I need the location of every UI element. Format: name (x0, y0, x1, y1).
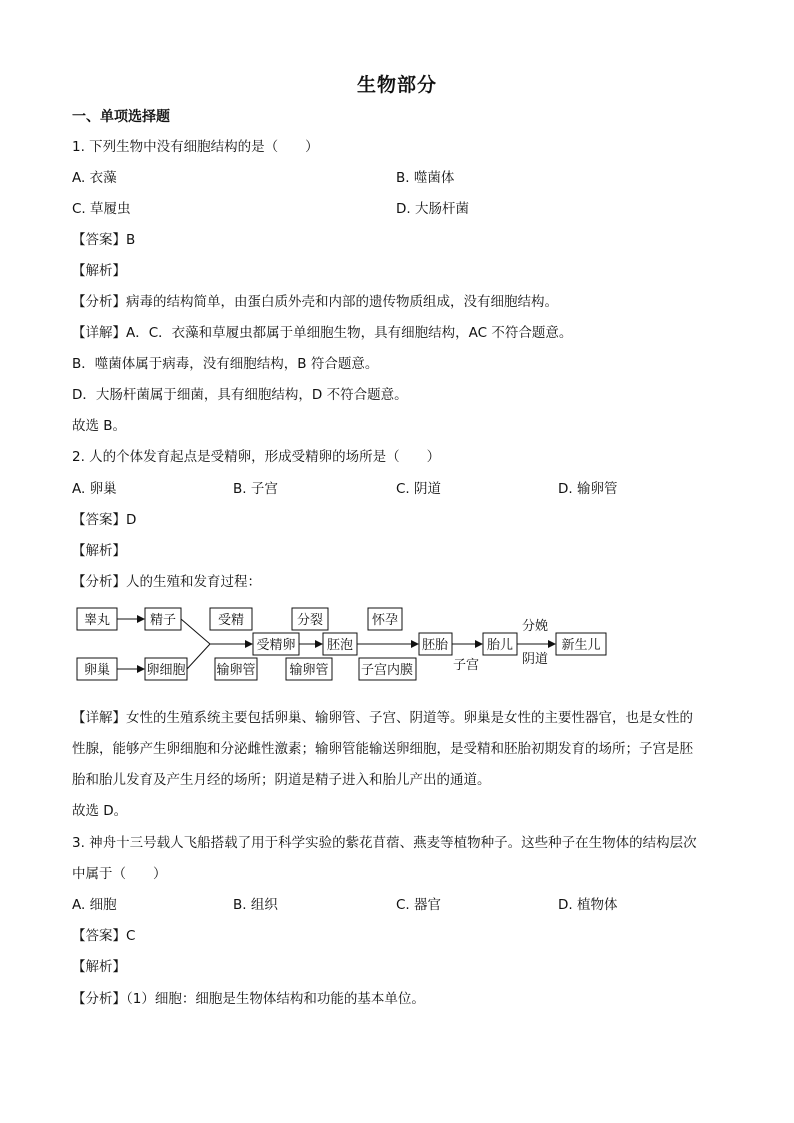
line-jingzi-merge (181, 619, 210, 644)
analysis-text: （1）细胞：细胞是生物体结构和功能的基本单位。 (126, 991, 425, 1007)
q3-option-c: C. 器官 (396, 897, 442, 913)
label-luanchao: 卵巢 (83, 663, 111, 678)
q2-choose: 故选 D。 (72, 803, 128, 819)
q1-answer (72, 228, 135, 248)
q3-answer (72, 924, 135, 944)
q1-analysis (72, 290, 558, 310)
detail-text: 女性的生殖系统主要包括卵巢、输卵管、子宫、阴道等。卵巢是女性的主要性器官，也是女性的 (126, 710, 693, 726)
label-peipao: 胚泡 (326, 638, 354, 653)
q3-stem-1: 3. 神舟十三号载人飞船搭载了用于科学实验的紫花苜蓿、燕麦等植物种子。这些种子在生物体的结构层次 (72, 835, 697, 851)
q1-jiexi: 【解析】 (72, 263, 126, 279)
q3-stem-2: 中属于（ ） (72, 866, 167, 882)
q2-option-d: D. 输卵管 (558, 481, 618, 497)
answer-value: C (126, 928, 136, 944)
analysis-label: 【分析】 (72, 574, 126, 590)
section-heading: 一、单项选择题 (72, 109, 170, 125)
q2-option-b: B. 子宫 (233, 481, 278, 497)
q2-analysis (72, 570, 261, 590)
label-fenmian: 分娩 (521, 619, 549, 634)
q1-detail-d: D．大肠杆菌属于细菌，具有细胞结构，D 不符合题意。 (72, 387, 408, 403)
label-yindao: 阴道 (521, 652, 549, 667)
q3-jiexi: 【解析】 (72, 959, 126, 975)
q2-option-c: C. 阴道 (396, 481, 442, 497)
q2-jiexi: 【解析】 (72, 543, 126, 559)
label-peitai: 胚胎 (421, 638, 449, 653)
label-huaiyun: 怀孕 (371, 613, 399, 628)
line-luanxibao-merge (187, 644, 210, 669)
q2-detail-3: 胎和胎儿发育及产生月经的场所；阴道是精子进入和胎儿产出的通道。 (72, 772, 491, 788)
label-shuluanguan2: 输卵管 (289, 663, 329, 678)
label-xinshenger: 新生儿 (561, 638, 601, 653)
q1-detail-b: B．噬菌体属于病毒，没有细胞结构，B 符合题意。 (72, 356, 379, 372)
analysis-label: 【分析】 (72, 991, 126, 1007)
label-shoujingluan: 受精卵 (256, 638, 296, 653)
analysis-text: 人的生殖和发育过程： (126, 574, 261, 590)
q1-option-c: C. 草履虫 (72, 201, 131, 217)
q1-choose: 故选 B。 (72, 418, 127, 434)
label-zigongneimo: 子宫内膜 (360, 663, 414, 678)
answer-label: 【答案】 (72, 232, 126, 248)
detail-text: A．C．衣藻和草履虫都属于单细胞生物，具有细胞结构，AC 不符合题意。 (126, 325, 573, 341)
q1-option-d: D. 大肠杆菌 (396, 201, 469, 217)
q2-stem: 2. 人的个体发育起点是受精卵，形成受精卵的场所是（ ） (72, 449, 441, 465)
label-gaowan: 睾丸 (83, 613, 111, 628)
q2-detail-2: 性腺，能够产生卵细胞和分泌雌性激素；输卵管能输送卵细胞，是受精和胚胎初期发育的场所；子宫是胚 (72, 741, 693, 757)
q1-stem: 1. 下列生物中没有细胞结构的是（ ） (72, 139, 319, 155)
analysis-label: 【分析】 (72, 294, 126, 310)
detail-label: 【详解】 (72, 710, 126, 726)
analysis-text: 病毒的结构简单，由蛋白质外壳和内部的遗传物质组成，没有细胞结构。 (126, 294, 558, 310)
label-fenlie: 分裂 (296, 613, 324, 628)
label-taier: 胎儿 (486, 638, 514, 653)
detail-label: 【详解】 (72, 325, 126, 341)
q1-option-a: A. 衣藻 (72, 170, 117, 186)
q3-option-b: B. 组织 (233, 897, 278, 913)
page-title: 生物部分 (356, 74, 437, 96)
q1-detail (72, 321, 572, 341)
label-shuluanguan1: 输卵管 (216, 663, 256, 678)
q2-option-a: A. 卵巢 (72, 481, 117, 497)
answer-value: D (126, 512, 137, 528)
answer-label: 【答案】 (72, 512, 126, 528)
label-shoujing: 受精 (217, 613, 245, 628)
label-zigong: 子宫 (452, 658, 480, 673)
answer-label: 【答案】 (72, 928, 126, 944)
q3-analysis (72, 987, 425, 1007)
q2-detail-1 (72, 706, 693, 726)
q1-option-b: B. 噬菌体 (396, 170, 455, 186)
label-luanxibao: 卵细胞 (146, 663, 186, 678)
q3-option-a: A. 细胞 (72, 897, 117, 913)
label-jingzi: 精子 (149, 613, 177, 628)
q2-answer (72, 508, 136, 528)
q3-option-d: D. 植物体 (558, 897, 618, 913)
reproduction-flow-diagram (70, 600, 630, 690)
answer-value: B (126, 232, 136, 248)
